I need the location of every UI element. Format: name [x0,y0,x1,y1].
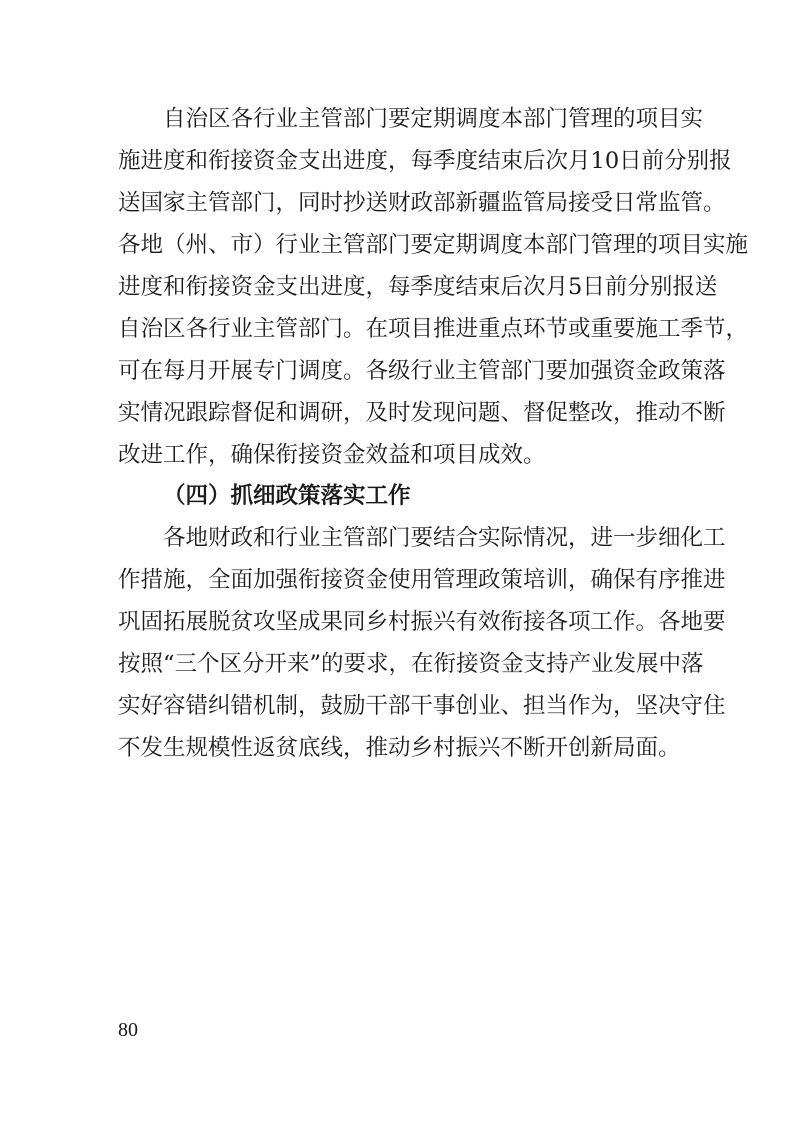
paragraph-1-line-8: 实情况跟踪督促和调研，及时发现问题、督促整改，推动不断 [118,400,726,426]
paragraph-2-line-3: 巩固拓展脱贫攻坚成果同乡村振兴有效衔接各项工作。各地要 [118,609,726,635]
paragraph-2-line-2: 作措施，全面加强衔接资金使用管理政策培训，确保有序推进 [118,567,726,593]
paragraph-1-line-3: 送国家主管部门，同时抄送财政部新疆监管局接受日常监管。 [118,190,726,216]
page-number: 80 [118,1019,138,1041]
paragraph-1-line-5: 进度和衔接资金支出进度，每季度结束后次月5日前分别报送 [118,274,718,300]
section-heading: （四）抓细政策落实工作 [163,483,411,509]
paragraph-1-line-1: 自治区各行业主管部门要定期调度本部门管理的项目实 [163,106,704,132]
paragraph-2-line-6: 不发生规模性返贫底线，推动乡村振兴不断开创新局面。 [118,735,681,761]
paragraph-1-line-9: 改进工作，确保衔接资金效益和项目成效。 [118,442,546,468]
paragraph-1-line-2: 施进度和衔接资金支出进度，每季度结束后次月10日前分别报 [118,148,732,174]
paragraph-2-line-4: 按照“三个区分开来”的要求，在衔接资金支持产业发展中落 [118,651,704,677]
paragraph-2-line-5: 实好容错纠错机制，鼓励干部干事创业、担当作为，坚决守住 [118,693,726,719]
paragraph-1-line-4: 各地（州、市）行业主管部门要定期调度本部门管理的项目实施 [118,232,749,258]
paragraph-2-line-1: 各地财政和行业主管部门要结合实际情况，进一步细化工 [163,525,726,551]
paragraph-1-line-6: 自治区各行业主管部门。在项目推进重点环节或重要施工季节， [118,316,749,342]
paragraph-1-line-7: 可在每月开展专门调度。各级行业主管部门要加强资金政策落 [118,358,726,384]
